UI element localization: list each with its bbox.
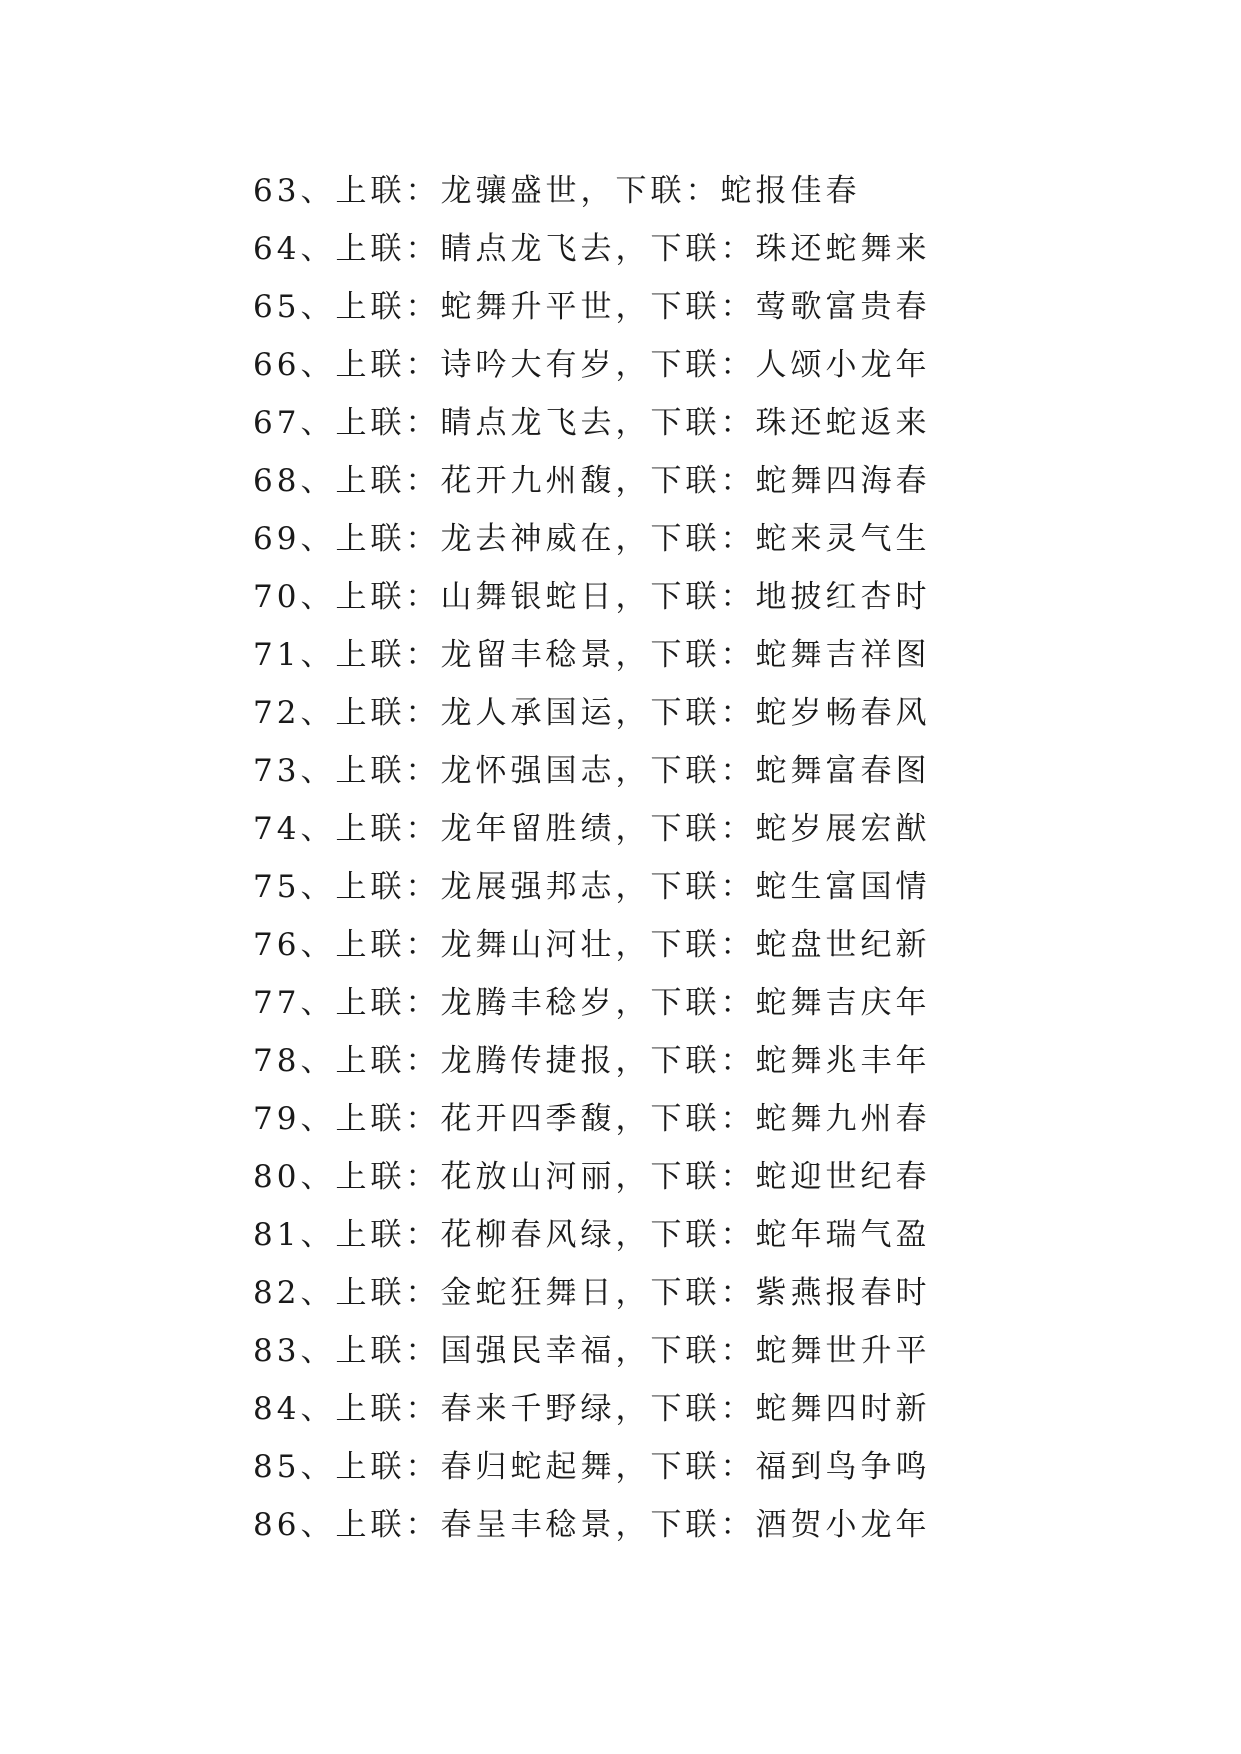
couplet-line: 80、上联：花放山河丽，下联：蛇迎世纪春	[253, 1159, 931, 1195]
couplet-line: 68、上联：花开九州馥，下联：蛇舞四海春	[253, 463, 931, 499]
couplet-line: 63、上联：龙骧盛世，下联：蛇报佳春	[253, 173, 861, 209]
couplet-line: 82、上联：金蛇狂舞日，下联：紫燕报春时	[253, 1275, 931, 1311]
couplet-line: 67、上联：睛点龙飞去，下联：珠还蛇返来	[253, 405, 931, 441]
couplet-line: 78、上联：龙腾传捷报，下联：蛇舞兆丰年	[253, 1043, 931, 1079]
couplet-line: 74、上联：龙年留胜绩，下联：蛇岁展宏猷	[253, 811, 931, 847]
couplet-line: 64、上联：睛点龙飞去，下联：珠还蛇舞来	[253, 231, 931, 267]
couplet-list	[253, 162, 1213, 1554]
couplet-line: 66、上联：诗吟大有岁，下联：人颂小龙年	[253, 347, 931, 383]
couplet-line: 70、上联：山舞银蛇日，下联：地披红杏时	[253, 579, 931, 615]
couplet-line: 76、上联：龙舞山河壮，下联：蛇盘世纪新	[253, 927, 931, 963]
couplet-line: 69、上联：龙去神威在，下联：蛇来灵气生	[253, 521, 931, 557]
couplet-line: 81、上联：花柳春风绿，下联：蛇年瑞气盈	[253, 1217, 931, 1253]
couplet-line: 71、上联：龙留丰稔景，下联：蛇舞吉祥图	[253, 637, 931, 673]
couplet-line: 65、上联：蛇舞升平世，下联：莺歌富贵春	[253, 289, 931, 325]
couplet-line: 75、上联：龙展强邦志，下联：蛇生富国情	[253, 869, 931, 905]
couplet-line: 86、上联：春呈丰稔景，下联：酒贺小龙年	[253, 1507, 931, 1543]
couplet-line: 83、上联：国强民幸福，下联：蛇舞世升平	[253, 1333, 931, 1369]
couplet-line: 85、上联：春归蛇起舞，下联：福到鸟争鸣	[253, 1449, 931, 1485]
couplet-line: 84、上联：春来千野绿，下联：蛇舞四时新	[253, 1391, 931, 1427]
couplet-line: 72、上联：龙人承国运，下联：蛇岁畅春风	[253, 695, 931, 731]
couplet-line: 77、上联：龙腾丰稔岁，下联：蛇舞吉庆年	[253, 985, 931, 1021]
couplet-line: 79、上联：花开四季馥，下联：蛇舞九州春	[253, 1101, 931, 1137]
couplet-line: 73、上联：龙怀强国志，下联：蛇舞富春图	[253, 753, 931, 789]
